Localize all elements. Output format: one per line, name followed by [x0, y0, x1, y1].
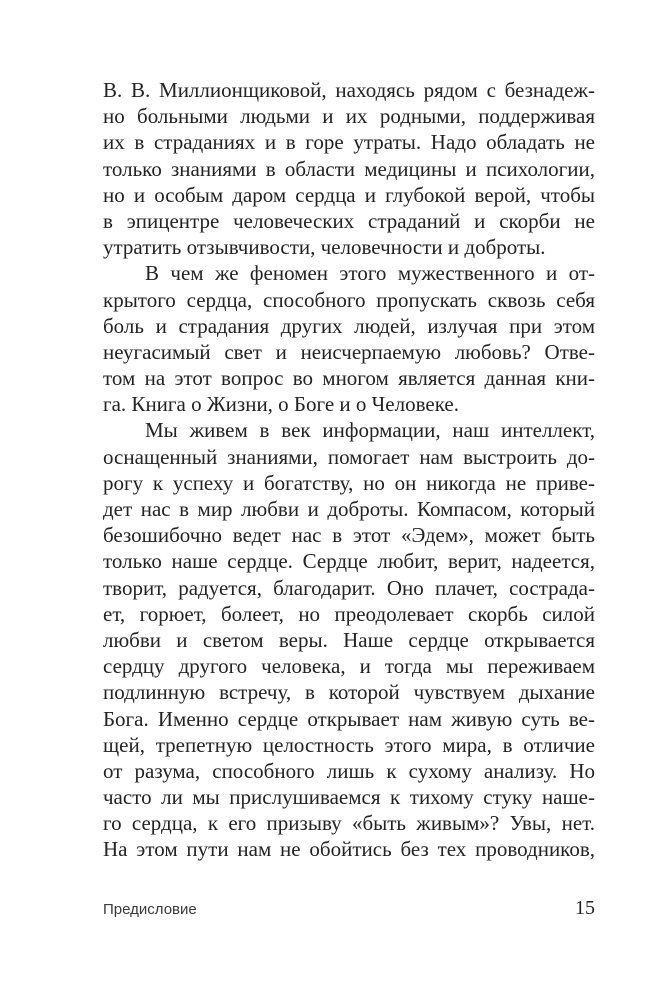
text-line: дет нас в мир любви и доброты. Компасом, который: [103, 497, 595, 521]
text-line: в эпицентре человеческих страданий и скорби не: [103, 208, 595, 233]
text-line: утратить отзывчивости, человечности и доброты.: [103, 235, 546, 260]
text-line: их в страданиях и в горе утраты. Надо обладать не: [103, 130, 595, 155]
text-line: крытого сердца, способного пропускать сквозь себя: [103, 287, 595, 312]
text-line: том на этот вопрос во многом является данная кни-: [103, 366, 595, 391]
text-line: но больными людьми и их родными, поддерживая: [103, 104, 595, 129]
text-line: сердцу другого человека, и тогда мы переживаем: [103, 654, 595, 679]
text-line: оснащенный знаниями, помогает нам выстроить до-: [103, 444, 595, 469]
text-line: только знаниями в области медицины и психологии,: [103, 156, 595, 181]
text-line: творит, радуется, благодарит. Оно плачет, сострада-: [103, 575, 595, 600]
text-line: В. В. Миллионщиковой, находясь рядом с безнадеж-: [103, 78, 595, 102]
text-line: В чем же феномен этого мужественного и от-: [145, 261, 595, 286]
text-line: любви и светом веры. Наше сердце открывается: [103, 627, 595, 652]
text-line: неугасимый свет и неисчерпаемую любовь? Отве-: [103, 339, 595, 364]
text-line: На этом пути нам не обойтись без тех проводников,: [103, 837, 595, 862]
text-line: га. Книга о Жизни, о Боге и о Человеке.: [103, 392, 459, 417]
text-line: Бога. Именно сердце открывает нам живую суть ве-: [103, 706, 595, 731]
text-line: Мы живем в век информации, наш интеллект,: [145, 418, 595, 443]
text-line: рогу к успеху и богатству, но он никогда не приве-: [103, 470, 595, 495]
text-line: щей, трепетную целостность этого мира, в отличие: [103, 732, 595, 757]
text-line: но и особым даром сердца и глубокой верой, чтобы: [103, 182, 595, 207]
running-footer-section: Предисловие: [103, 901, 197, 918]
text-line: подлинную встречу, в которой чувствуем дыхание: [103, 680, 595, 705]
page-number: 15: [575, 897, 595, 919]
text-line: безошибочно ведет нас в этот «Эдем», может быть: [103, 523, 595, 548]
text-line: от разума, способного лишь к сухому анализу. Но: [103, 758, 595, 783]
text-line: го сердца, к его призыву «быть живым»? Увы, нет.: [103, 811, 595, 836]
body-text: [103, 77, 595, 863]
text-line: боль и страдания других людей, излучая при этом: [103, 313, 595, 338]
text-line: только наше сердце. Сердце любит, верит, надеется,: [103, 549, 595, 574]
text-line: часто ли мы прислушиваемся к тихому стуку наше-: [103, 785, 595, 810]
text-line: ет, горюет, болеет, но преодолевает скорбь силой: [103, 601, 595, 626]
